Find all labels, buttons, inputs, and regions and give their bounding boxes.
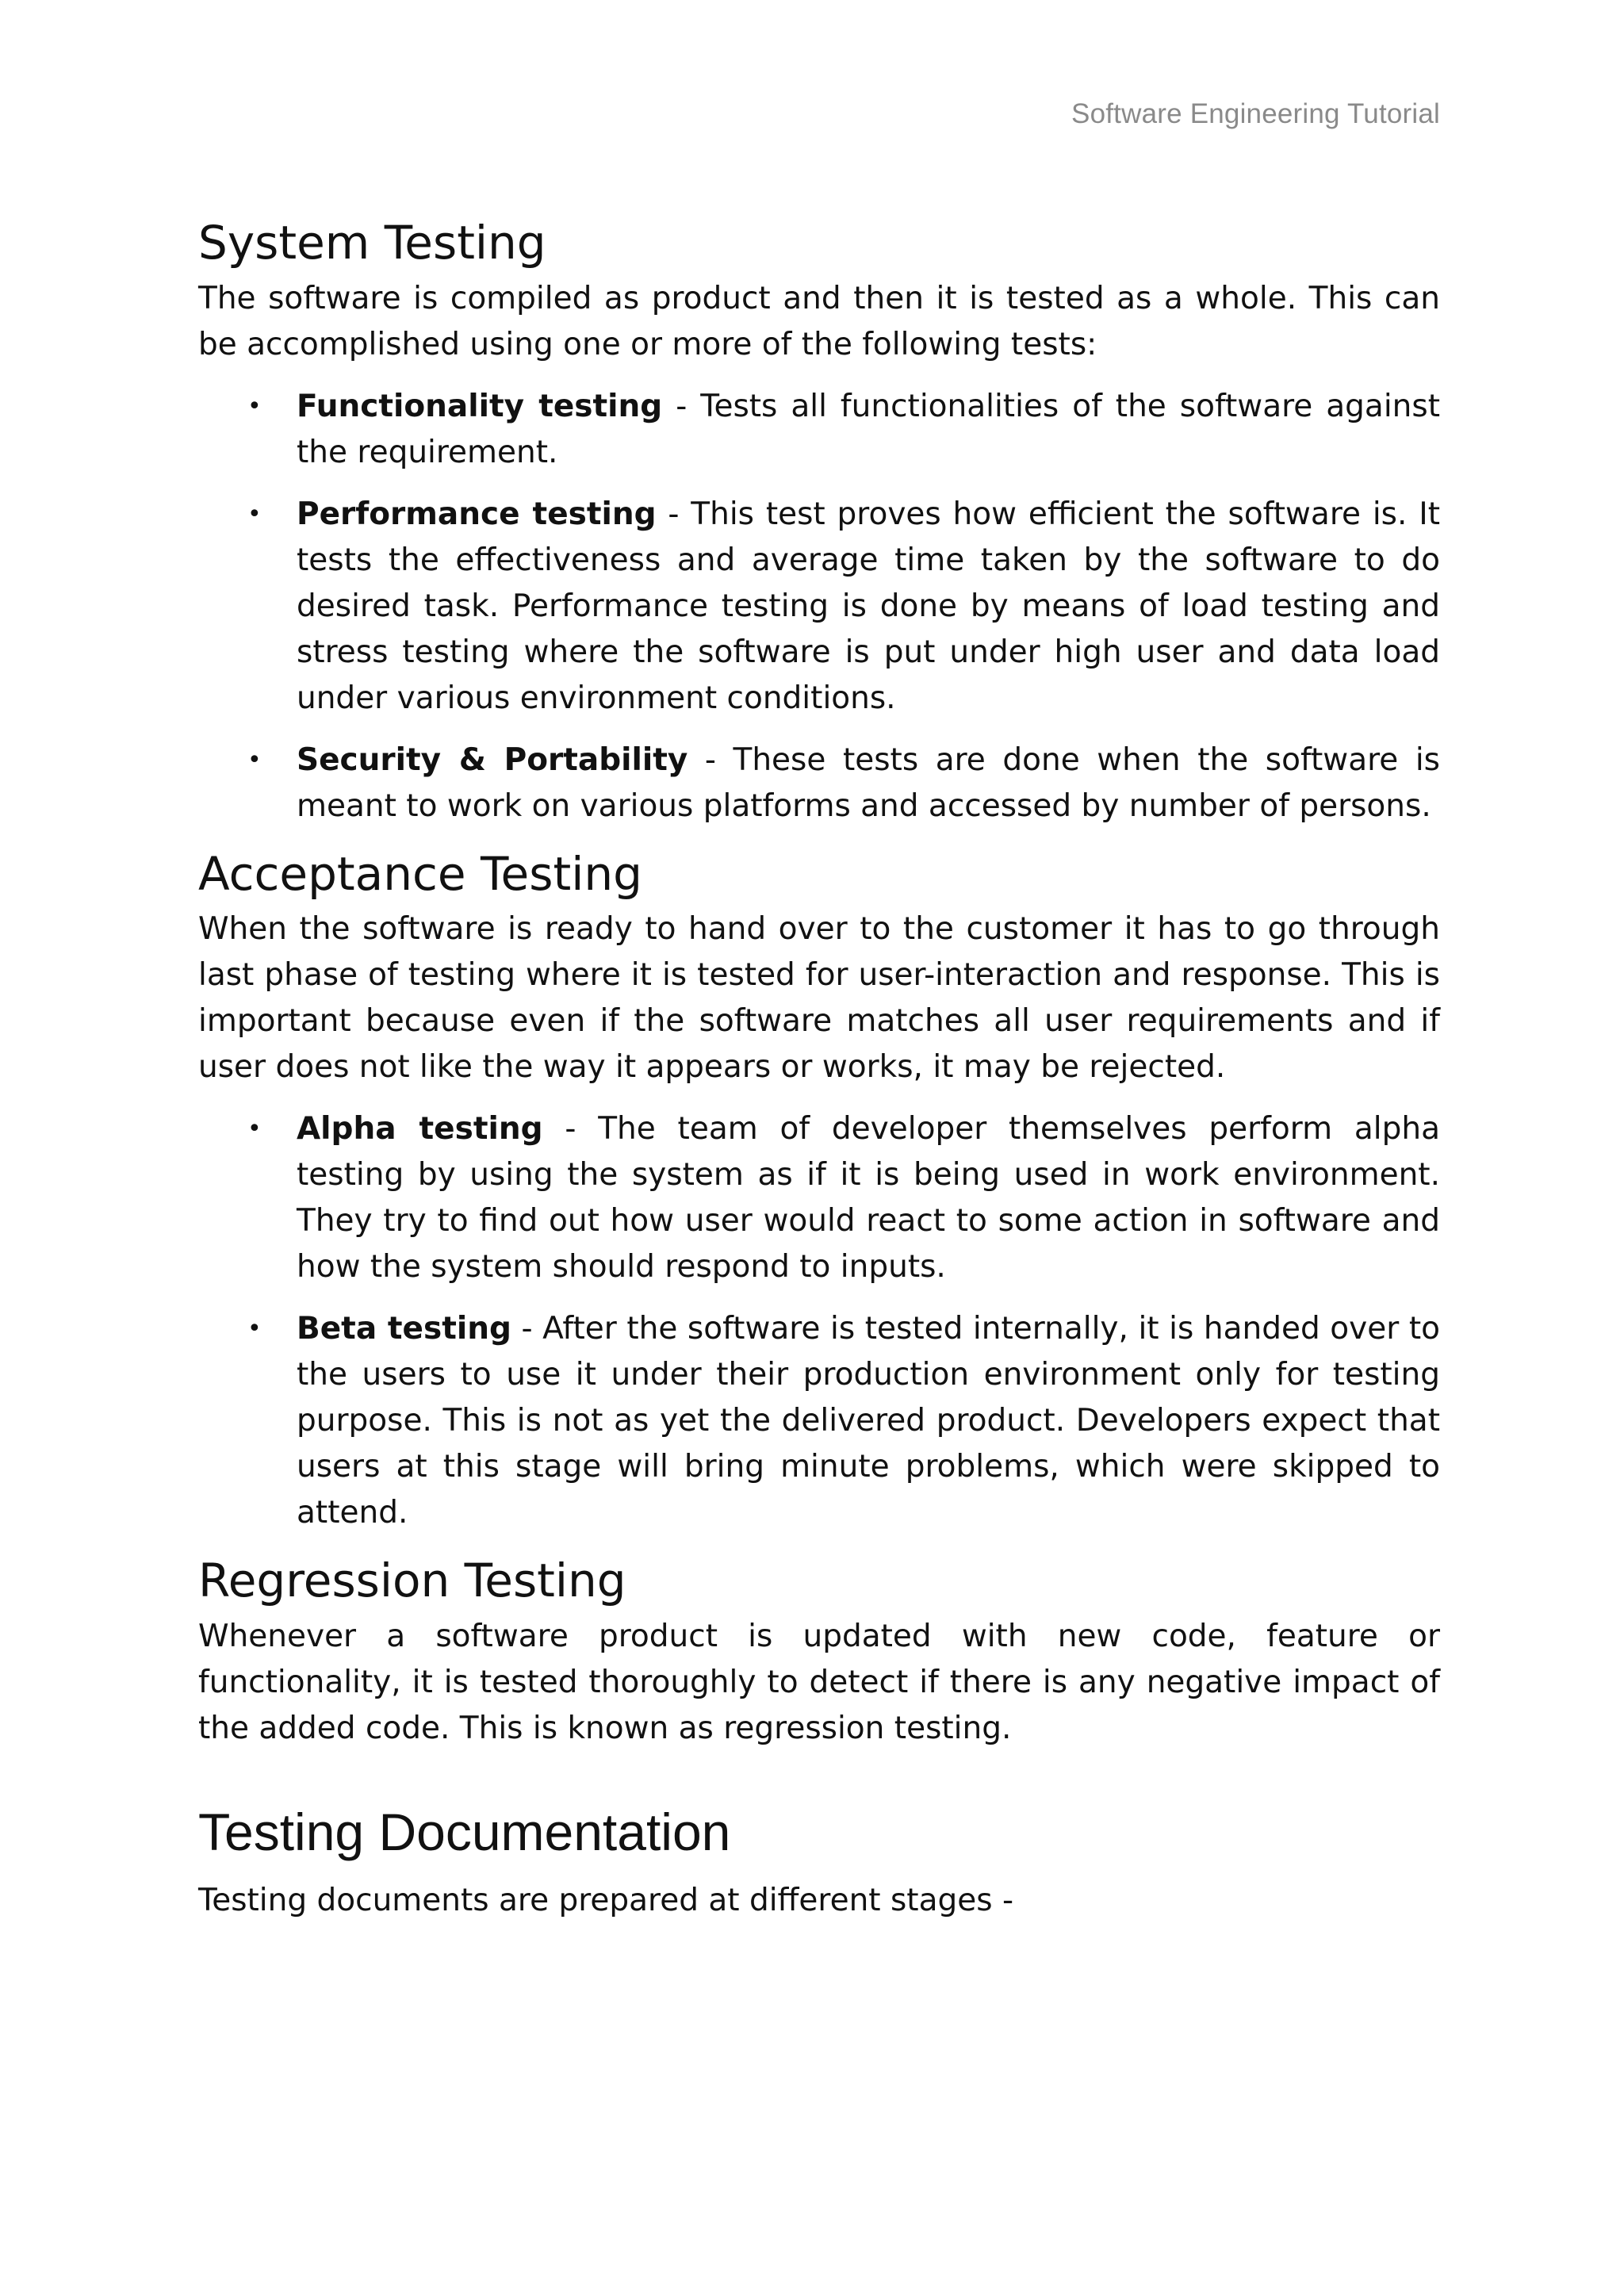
- bullet-list: [198, 384, 1440, 829]
- list-item: [198, 492, 1440, 722]
- page-content: [198, 216, 1440, 1940]
- section-heading: Regression Testing: [198, 1554, 626, 1608]
- chapter-intro: Testing documents are prepared at different stages -: [198, 1882, 1014, 1918]
- running-header: Software Engineering Tutorial: [1071, 98, 1440, 129]
- chapter-testing-documentation: [198, 1801, 1440, 1924]
- section-system-testing: [198, 216, 1440, 829]
- list-item-text: - After the software is tested internally, it is handed over to the users to use it under their production environment only for testing purpose. This is not as yet the delivered product. Developers expect that users at this stage will bring minute problems, which were skipped to attend.: [297, 1311, 1440, 1531]
- section-heading: Acceptance Testing: [198, 846, 642, 901]
- list-item: [198, 738, 1440, 829]
- list-item-term: Beta testing: [297, 1311, 511, 1347]
- list-item-text: - This test proves how efficient the software is. It tests the effectiveness and average time taken by the software to do desired task. Performance testing is done by means of load testing and stress testing where the software is put under high user and data load under various environment conditions.: [297, 496, 1440, 716]
- section-acceptance-testing: [198, 847, 1440, 1537]
- list-item-term: Performance testing: [297, 496, 657, 532]
- bullet-list: [198, 1106, 1440, 1536]
- list-item: [198, 1106, 1440, 1290]
- section-intro: When the software is ready to hand over to the customer it has to go through last phase of testing where it is tested for user-interaction and response. This is important because even if the software matches all user requirements and if user does not like the way it appears or works, it may be rejected.: [198, 911, 1440, 1086]
- list-item-text: - Tests all functionalities of the software against the requirement.: [297, 388, 1440, 470]
- list-item-term: Functionality testing: [297, 388, 663, 424]
- bullet-icon: •: [247, 500, 262, 528]
- list-item: [198, 384, 1440, 476]
- bullet-icon: •: [247, 1115, 262, 1144]
- section-heading: System Testing: [198, 216, 546, 270]
- section-intro: The software is compiled as product and then it is tested as a whole. This can be accomplished using one or more of the following tests:: [198, 280, 1440, 362]
- list-item: [198, 1306, 1440, 1536]
- bullet-icon: •: [247, 392, 262, 420]
- bullet-icon: •: [247, 745, 262, 774]
- chapter-heading: Testing Documentation: [198, 1802, 731, 1861]
- section-intro: Whenever a software product is updated with new code, feature or functionality, it is tested thoroughly to detect if there is any negative impact of the added code. This is known as regression testing.: [198, 1618, 1440, 1746]
- section-regression-testing: [198, 1554, 1440, 1752]
- list-item-term: Alpha testing: [297, 1111, 543, 1148]
- list-item-text: - These tests are done when the software is meant to work on various platforms and accessed by number of persons.: [297, 741, 1440, 824]
- list-item-term: Security & Portability: [297, 741, 688, 778]
- list-item-text: - The team of developer themselves perform alpha testing by using the system as if it is being used in work environment. They try to find out how user would react to some action in software and how the system should respond to inputs.: [297, 1111, 1440, 1285]
- bullet-icon: •: [247, 1315, 262, 1343]
